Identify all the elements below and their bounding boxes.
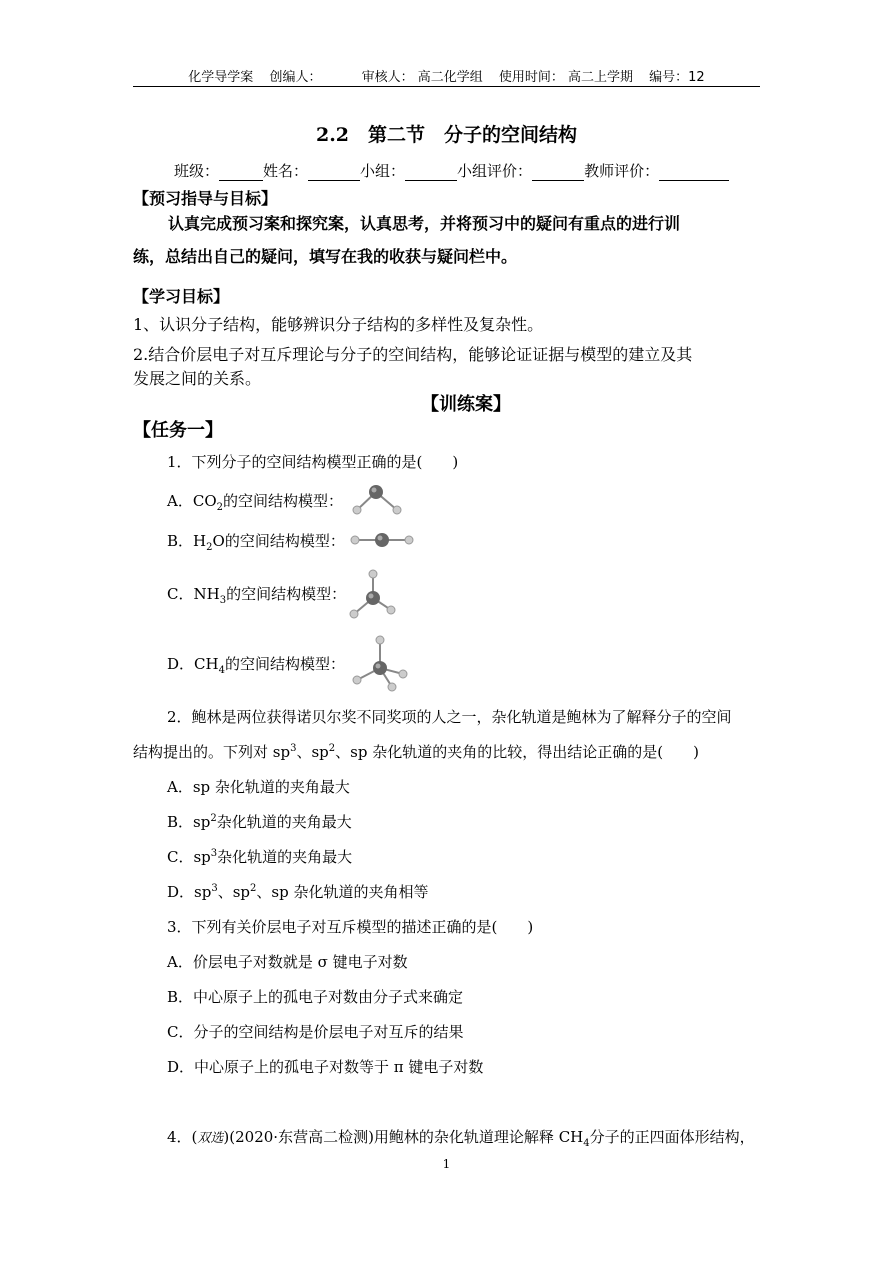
- q2-line-2: 结构提出的。下列对 $sp^3$、$sp^2$、sp 杂化轨道的夹角的比较，得出结论正确的是( ): [133, 743, 699, 761]
- preview-line-1: 认真完成预习案和探究案，认真思考，并将预习中的疑问有重点的进行训: [168, 214, 681, 233]
- goal-item-1: 1、认识分子结构，能够辨识分子结构的多样性及复杂性。: [133, 315, 544, 334]
- goal-item-2-line-1: 2.结合价层电子对互斥理论与分子的空间结构，能够论证证据与模型的建立及其: [133, 345, 693, 364]
- preview-heading: 【预习指导与目标】: [133, 189, 278, 208]
- page-title: 2.2 第二节 分子的空间结构: [315, 124, 578, 146]
- preview-line-2: 练，总结出自己的疑问，填写在我的收获与疑问栏中。: [133, 247, 518, 266]
- task-heading: 【任务一】: [133, 420, 223, 441]
- q1-option-c: C．$NH_3$的空间结构模型：: [167, 585, 347, 606]
- q2-option-d: D．$sp^3$、$sp^2$、sp 杂化轨道的夹角相等: [167, 883, 429, 901]
- q1-stem: 1．下列分子的空间结构模型正确的是( ): [167, 453, 459, 471]
- training-heading: 【训练案】: [421, 394, 511, 415]
- ch4-model-image: [349, 632, 411, 694]
- student-info-line: [174, 160, 729, 181]
- q3-stem: 3．下列有关价层电子对互斥模型的描述正确的是( ): [167, 918, 534, 936]
- group-eval-label: 小组评价：: [457, 162, 533, 180]
- teacher-eval-label: 教师评价：: [584, 162, 660, 180]
- header-rule: [133, 86, 760, 87]
- group-label: 小组：: [360, 162, 406, 180]
- header-number: 编号：12: [649, 70, 705, 85]
- goals-heading: 【学习目标】: [133, 287, 230, 306]
- goal-item-2-line-2: 发展之间的关系。: [133, 369, 262, 388]
- header-editor: 创编人：: [269, 70, 322, 85]
- q4-stem: 4．(双选)(2020·东营高二检测)用鲍林的杂化轨道理论解释 $CH_4$分子的正四面体形结构，: [167, 1128, 755, 1149]
- q1-option-d: D．$CH_4$的空间结构模型：: [167, 655, 345, 676]
- header-time: 使用时间： 高二上学期: [498, 70, 634, 85]
- q2-option-b: B．$sp^2$杂化轨道的夹角最大: [167, 813, 352, 831]
- q3-option-d: D．中心原子上的孤电子对数等于 π 键电子对数: [167, 1058, 484, 1076]
- q3-option-a: A．价层电子对数就是 σ 键电子对数: [167, 953, 408, 971]
- q3-option-c: C．分子的空间结构是价层电子对互斥的结果: [167, 1023, 464, 1041]
- co2-model-bent-image: [349, 481, 407, 517]
- h2o-model-linear-image: [349, 530, 415, 550]
- q1-option-b: B．$H_2O$的空间结构模型：: [167, 532, 345, 553]
- q2-option-a: A．sp 杂化轨道的夹角最大: [167, 778, 350, 796]
- teacher-eval-blank[interactable]: [659, 164, 729, 181]
- header-subject: 化学导学案: [188, 70, 254, 85]
- page-number: 1: [442, 1157, 451, 1171]
- group-eval-blank[interactable]: [532, 164, 584, 181]
- class-blank[interactable]: [219, 164, 263, 181]
- q2-line-1: 2．鲍林是两位获得诺贝尔奖不同奖项的人之一，杂化轨道是鲍林为了解释分子的空间: [167, 708, 732, 726]
- header-reviewer: 审核人： 高二化学组: [361, 70, 483, 85]
- name-label: 姓名：: [263, 162, 309, 180]
- group-blank[interactable]: [405, 164, 457, 181]
- class-label: 班级：: [174, 162, 220, 180]
- q2-option-c: C．$sp^3$杂化轨道的夹角最大: [167, 848, 353, 866]
- page-header: [0, 66, 893, 85]
- q1-option-a: A．$CO_2$的空间结构模型：: [167, 492, 344, 513]
- q3-option-b: B．中心原子上的孤电子对数由分子式来确定: [167, 988, 464, 1006]
- nh3-model-image: [346, 566, 398, 622]
- name-blank[interactable]: [308, 164, 360, 181]
